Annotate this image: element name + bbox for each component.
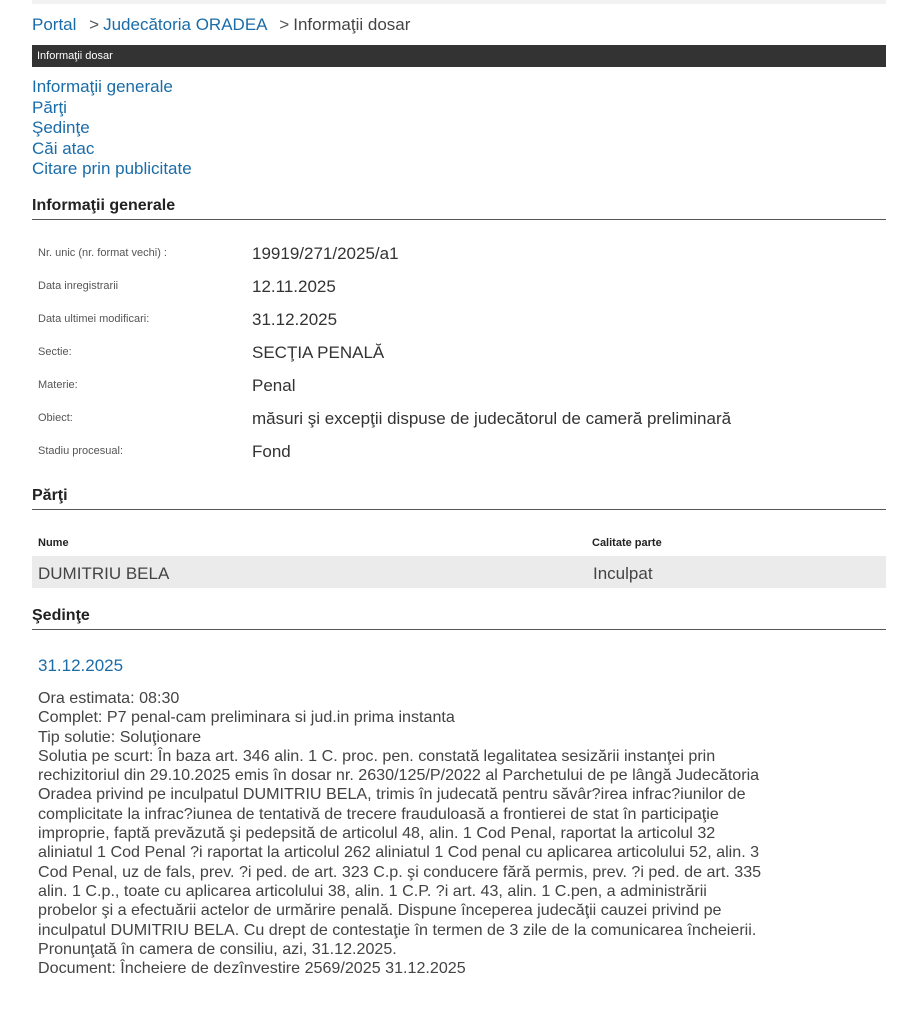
breadcrumb-separator: > [89, 15, 100, 34]
nav-link-informatii-generale[interactable]: Informaţii generale [32, 77, 173, 96]
hearing-line: Solutia pe scurt: În baza art. 346 alin. 1 C. proc. pen. constată legalitatea sesizării instanţei prin [38, 746, 716, 765]
hearing-line: Cod Penal, uz de fals, prev. ?i ped. de art. 323 C.p. şi conducere fără permis, prev. ?i ped. de art. 335 [38, 862, 762, 881]
hearing-line: Complet: P7 penal-cam preliminara si jud.in prima instanta [38, 708, 455, 727]
info-label: Nr. unic (nr. format vechi) : [38, 247, 167, 259]
info-value: 12.11.2025 [252, 277, 336, 296]
info-label: Obiect: [38, 412, 73, 424]
info-label: Sectie: [38, 346, 72, 358]
general-section-title: Informaţii generale [32, 197, 886, 220]
breadcrumb-portal-link[interactable]: Portal [32, 15, 77, 34]
info-row [38, 442, 886, 475]
hearing-line: Pronunţată în camera de consiliu, azi, 31.12.2025. [38, 939, 397, 958]
hearing-line: alin. 1 C.p., toate cu aplicarea articolului 38, alin. 1 C.P. ?i art. 43, alin. 1 C.pen, a administrării [38, 881, 707, 900]
breadcrumb-current: Informaţii dosar [293, 15, 411, 34]
info-value: SECŢIA PENALĂ [252, 343, 385, 362]
hearing-line: probelor şi a efectuării actelor de urmărire penală. Dispune începerea judecăţii cauzei privind pe [38, 901, 722, 920]
info-row [38, 376, 886, 409]
page-nav [32, 77, 192, 180]
hearing-date: 31.12.2025 [38, 656, 124, 675]
nav-link-sedinte[interactable]: Şedinţe [32, 118, 90, 137]
info-row [38, 244, 886, 277]
info-value: măsuri şi excepţii dispuse de judecătorul de cameră preliminară [252, 409, 732, 428]
section-header-bar: Informaţii dosar [32, 45, 886, 67]
hearing-line: Ora estimata: 08:30 [38, 689, 180, 707]
info-value: 19919/271/2025/a1 [252, 244, 399, 263]
info-row [38, 409, 886, 442]
info-label: Data ultimei modificari: [38, 313, 150, 325]
hearing-line: rechizitoriul din 29.10.2025 emis în dosar nr. 2630/125/P/2022 al Parchetului de pe lângă Judecătoria [38, 766, 760, 785]
nav-link-cai-atac[interactable]: Căi atac [32, 138, 95, 158]
breadcrumb [32, 15, 410, 35]
info-row [38, 277, 886, 310]
info-label: Materie: [38, 379, 78, 391]
hearing-line: aliniatul 1 Cod Penal ?i raportat la articolul 262 aliniatul 1 Cod penal cu aplicarea articolului 52, alin. 3 [38, 843, 760, 862]
top-strip [32, 0, 886, 4]
hearing-line: Oradea privind pe inculpatul DUMITRIU BELA, trimis în judecată pentru săvâr?irea infrac?iunilor de [38, 785, 746, 804]
nav-link-citare-prin-publicitate[interactable]: Citare prin publicitate [32, 159, 192, 178]
nav-link-parti[interactable]: Părţi [32, 97, 67, 117]
party-name: DUMITRIU BELA [38, 564, 170, 583]
table-row [32, 556, 886, 588]
breadcrumb-court-link[interactable]: Judecătoria ORADEA [103, 15, 267, 34]
parti-column-header-role: Calitate parte [592, 537, 662, 549]
party-role: Inculpat [593, 564, 653, 583]
info-row [38, 343, 886, 376]
hearing-line: inculpatul DUMITRIU BELA. Cu drept de contestaţie în termen de 3 zile de la comunicarea încheierii. [38, 920, 757, 939]
info-value: Fond [252, 442, 291, 461]
hearing-line: Document: Încheiere de dezînvestire 2569/2025 31.12.2025 [38, 959, 466, 978]
hearing-line: Tip solutie: Soluţionare [38, 727, 202, 746]
info-value: Penal [252, 376, 296, 395]
info-label: Data inregistrarii [38, 280, 119, 292]
hearing-line: complicitate la infrac?iunea de tentativă de trecere frauduloasă a frontierei de stat în participaţie [38, 804, 719, 823]
breadcrumb-separator: > [279, 15, 290, 34]
parti-column-header-name: Nume [38, 537, 69, 549]
info-row [38, 310, 886, 343]
info-label: Stadiu procesual: [38, 445, 123, 457]
parti-section-title: Părţi [32, 487, 886, 510]
sedinte-section-title: Şedinţe [32, 607, 886, 630]
info-value: 31.12.2025 [252, 310, 338, 329]
hearing-details [38, 689, 889, 978]
hearing-line: improprie, faptă prevăzută şi pedepsită de articolul 48, alin. 1 Cod Penal, raportat la articolul 32 [38, 824, 716, 843]
